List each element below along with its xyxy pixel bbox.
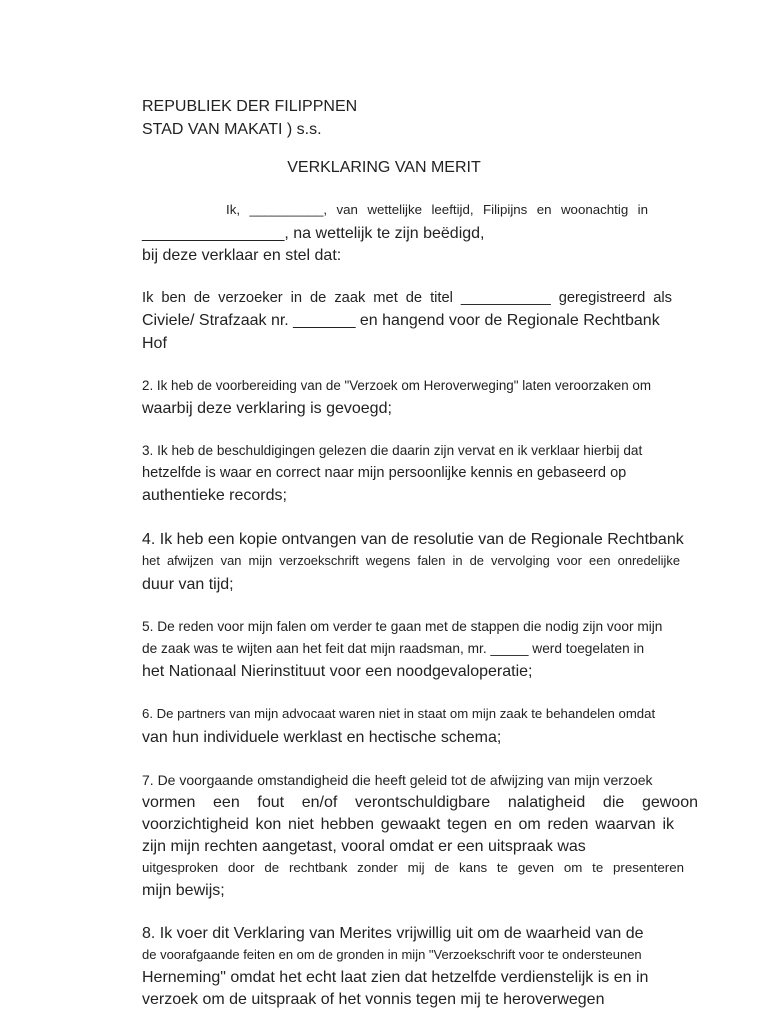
document-title: VERKLARING VAN MERIT (287, 159, 481, 176)
header-republic: REPUBLIEK DER FILIPPNEN (142, 98, 358, 115)
paragraph-6-line-2: van hun individuele werklast en hectische schema; (142, 729, 502, 746)
paragraph-4-line-1: 4. Ik heb een kopie ontvangen van de resolutie van de Regionale Rechtbank (142, 531, 684, 548)
paragraph-7-line-1: 7. De voorgaande omstandigheid die heeft geleid tot de afwijzing van mijn verzoek (142, 772, 653, 788)
paragraph-7-line-3: voorzichtigheid kon niet hebben gewaakt tegen en om reden waarvan ik (142, 816, 674, 833)
intro-line-2: ________________, na wettelijk te zijn beëdigd, (142, 225, 485, 242)
intro-line-1: Ik, __________, van wettelijke leeftijd, Filipijns en woonachtig in (226, 202, 648, 217)
paragraph-1-line-1: Ik ben de verzoeker in de zaak met de titel ___________ geregistreerd als (142, 290, 672, 306)
intro-line-3: bij deze verklaar en stel dat: (142, 247, 342, 264)
paragraph-4-line-2: het afwijzen van mijn verzoekschrift wegens falen in de vervolging voor een onredelijke (142, 553, 680, 568)
paragraph-2-line-1: 2. Ik heb de voorbereiding van de "Verzoek om Heroverweging" laten veroorzaken om (142, 378, 651, 393)
paragraph-8-line-3: Herneming" omdat het echt laat zien dat hetzelfde verdienstelijk is en in (142, 969, 649, 986)
paragraph-5-line-2: de zaak was te wijten aan het feit dat mijn raadsman, mr. _____ werd toegelaten in (142, 641, 645, 656)
paragraph-4-line-3: duur van tijd; (142, 576, 234, 593)
paragraph-8-line-4: verzoek om de uitspraak of het vonnis tegen mij te heroverwegen (142, 991, 605, 1008)
paragraph-2-line-2: waarbij deze verklaring is gevoegd; (142, 400, 392, 417)
paragraph-7-line-4: zijn mijn rechten aangetast, vooral omdat er een uitspraak was (142, 838, 586, 855)
paragraph-7-line-5: uitgesproken door de rechtbank zonder mij de kans te geven om te presenteren (142, 860, 684, 875)
paragraph-1-line-2: Civiele/ Strafzaak nr. _______ en hangend voor de Regionale Rechtbank (142, 312, 660, 329)
paragraph-8-line-2: de voorafgaande feiten en om de gronden in mijn "Verzoekschrift voor te ondersteunen (142, 947, 642, 962)
paragraph-1-line-3: Hof (142, 335, 167, 352)
header-city: STAD VAN MAKATI ) s.s. (142, 121, 322, 138)
paragraph-6-line-1: 6. De partners van mijn advocaat waren niet in staat om mijn zaak te behandelen omdat (142, 706, 656, 721)
paragraph-3-line-2: hetzelfde is waar en correct naar mijn persoonlijke kennis en gebaseerd op (142, 465, 627, 481)
paragraph-5-line-1: 5. De reden voor mijn falen om verder te gaan met de stappen die nodig zijn voor mijn (142, 619, 663, 634)
paragraph-8-line-1: 8. Ik voer dit Verklaring van Merites vrijwillig uit om de waarheid van de (142, 925, 644, 942)
paragraph-7-line-6: mijn bewijs; (142, 882, 225, 899)
paragraph-3-line-1: 3. Ik heb de beschuldigingen gelezen die daarin zijn vervat en ik verklaar hierbij dat (142, 443, 643, 458)
paragraph-7-line-2: vormen een fout en/of verontschuldigbare nalatigheid die gewoon (142, 794, 698, 811)
paragraph-5-line-3: het Nationaal Nierinstituut voor een noodgevaloperatie; (142, 663, 533, 680)
paragraph-3-line-3: authentieke records; (142, 487, 287, 504)
